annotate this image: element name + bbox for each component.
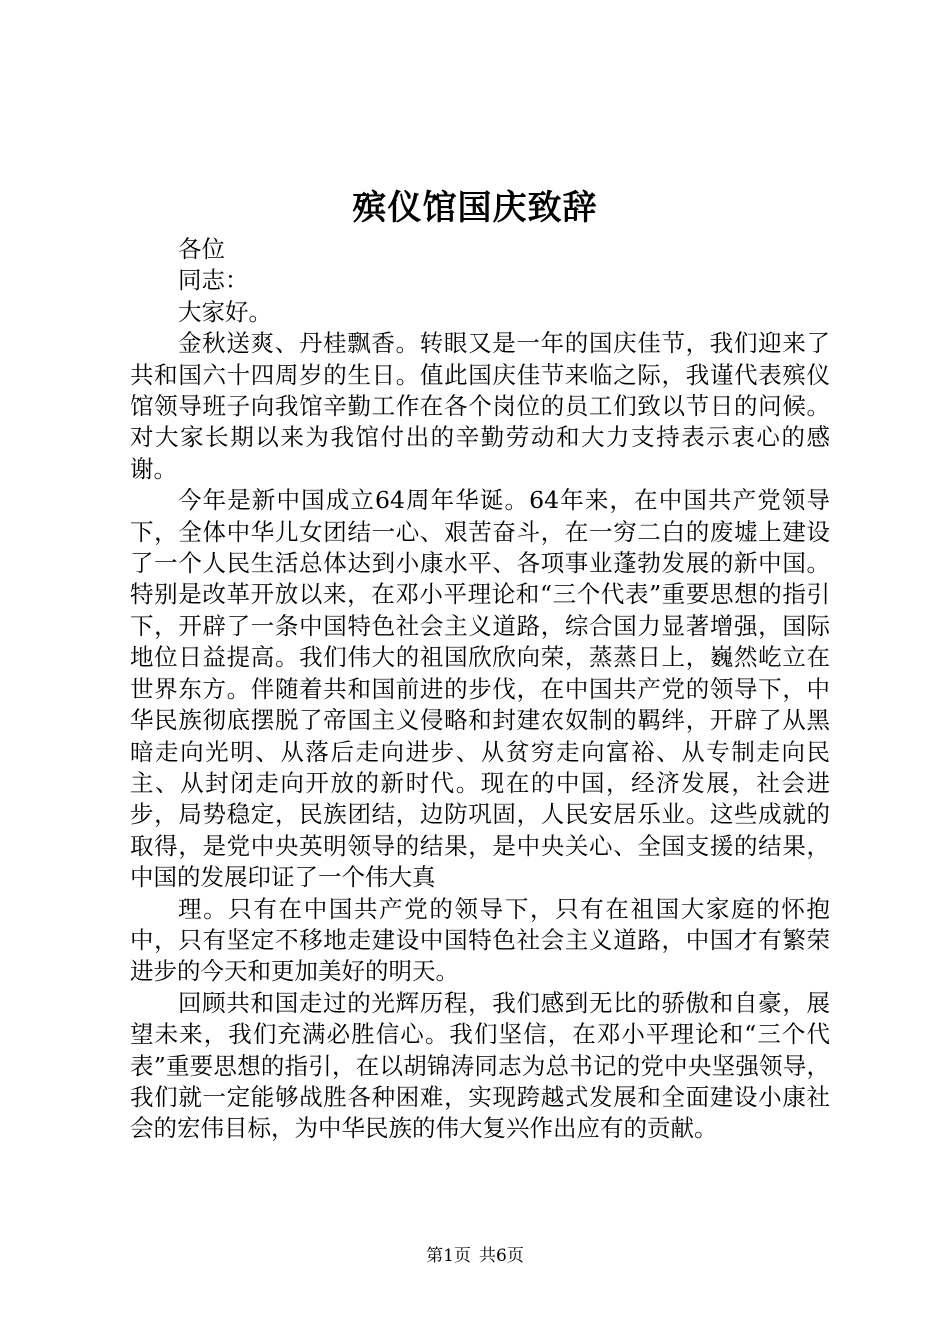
paragraph-outlook: 回顾共和国走过的光辉历程，我们感到无比的骄傲和自豪，展望未来，我们充满必胜信心。我们坚信，在邓小平理论和“三个代表”重要思想的指引，在以胡锦涛同志为总书记的党中央坚强领导，我们就一定能够战胜各种困难，实现跨越式发展和全面建设小康社会的宏伟目标，为中华民族的伟大复兴作出应有的贡献。 — [130, 988, 830, 1143]
paragraph-intro: 金秋送爽、丹桂飘香。转眼又是一年的国庆佳节，我们迎来了共和国六十四周岁的生日。值此国庆佳节来临之际，我谨代表殡仪馆领导班子向我馆辛勤工作在各个岗位的员工们致以节日的问候。对大家长期以来为我馆付出的辛勤劳动和大力支持表示衷心的感谢。 — [130, 329, 830, 483]
greeting-line: 大家好。 — [178, 297, 272, 326]
page-total: 共6页 — [479, 1246, 524, 1266]
page-number: 第1页 — [426, 1246, 471, 1266]
document-body — [130, 234, 830, 1145]
salutation-line-1: 各位 — [178, 235, 225, 263]
paragraph-history: 今年是新中国成立64周年华诞。64年来，在中国共产党领导下，全体中华儿女团结一心、艰苦奋斗，在一穷二白的废墟上建设了一个人民生活总体达到小康水平、各项事业蓬勃发展的新中国。特别是改革开放以来，在邓小平理论和“三个代表”重要思想的指引下，开辟了一条中国特色社会主义道路，综合国力显著增强，国际地位日益提高。我们伟大的祖国欣欣向荣，蒸蒸日上，巍然屹立在世界东方。伴随着共和国前进的步伐，在中国共产党的领导下，中华民族彻底摆脱了帝国主义侵略和封建农奴制的羁绊，开辟了从黑暗走向光明、从落后走向进步、从贫穷走向富裕、从专制走向民主、从封闭走向开放的新时代。现在的中国，经济发展，社会进步，局势稳定，民族团结，边防巩固，人民安居乐业。这些成就的取得，是党中央英明领导的结果，是中央关心、全国支援的结果，中国的发展印证了一个伟大真 — [130, 486, 830, 892]
page-footer — [0, 1244, 950, 1268]
document-title: 殡仪馆国庆致辞 — [352, 188, 598, 228]
paragraph-truth: 理。只有在中国共产党的领导下，只有在祖国大家庭的怀抱中，只有坚定不移地走建设中国特色社会主义道路，中国才有繁荣进步的今天和更加美好的明天。 — [130, 894, 830, 986]
salutation-line-2: 同志： — [178, 266, 249, 295]
